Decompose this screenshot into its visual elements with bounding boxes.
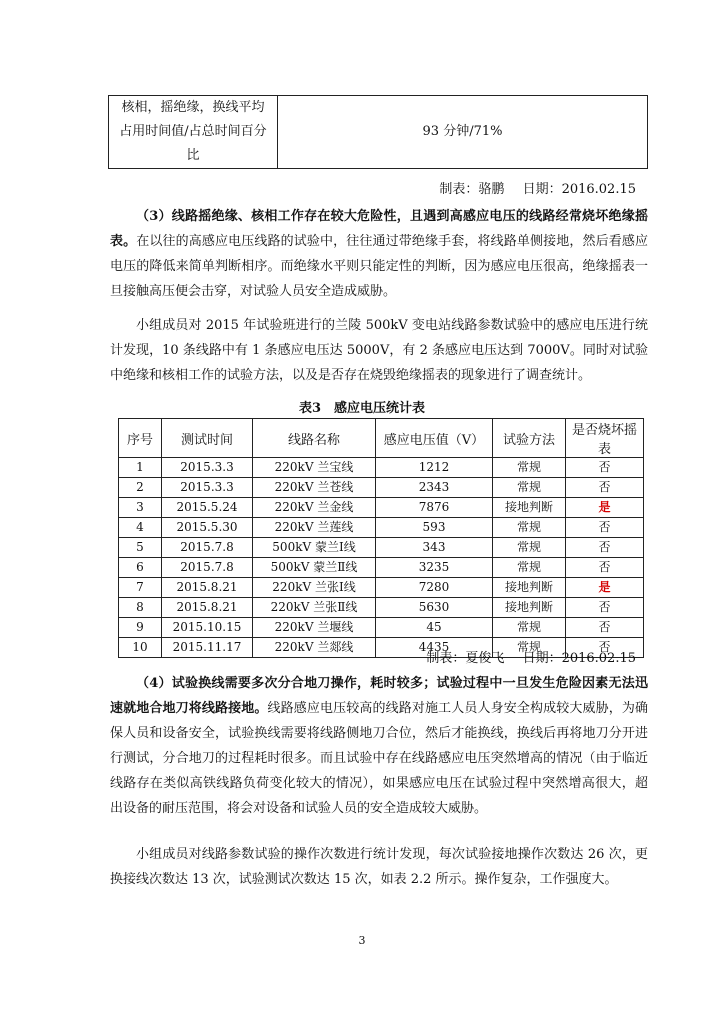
cell-test-time: 2015.11.17 <box>162 638 253 658</box>
header-index: 序号 <box>119 419 162 458</box>
section-3-body: 在以往的高感应电压线路的试验中，往往通过带绝缘手套，将线路单侧接地，然后看感应电压的降低来简单判断相序。而绝缘水平则只能定性的判断，因为感应电压很高，绝缘摇表一旦接触高压便会击穿，对试验人员安全造成威胁。 <box>110 234 648 299</box>
cell-line-name: 500kV 蒙兰Ⅰ线 <box>253 538 376 558</box>
cell-test-time: 2015.3.3 <box>162 478 253 498</box>
cell-line-name: 220kV 兰张Ⅱ线 <box>253 598 376 618</box>
cell-method: 常规 <box>493 538 566 558</box>
cell-method: 常规 <box>493 478 566 498</box>
cell-burned: 否 <box>566 458 644 478</box>
cell-line-name: 220kV 兰堰线 <box>253 618 376 638</box>
credit-date: 日期：2016.02.15 <box>522 182 636 197</box>
header-voltage: 感应电压值（V） <box>376 419 493 458</box>
cell-burned: 否 <box>566 478 644 498</box>
table-body <box>119 458 644 658</box>
section-3-paragraph-2: 小组成员对 2015 年试验班进行的兰陵 500kV 变电站线路参数试验中的感应电压进行统计发现，10 条线路中有 1 条感应电压达 5000V，有 2 条感应电压达到 7000V。同时对试验中绝缘和核相工作的试验方法，以及是否存在烧毁绝缘摇表的现象进行了调查统计。 <box>110 318 648 383</box>
table-row <box>109 96 648 169</box>
cell-voltage: 4435 <box>376 638 493 658</box>
cell-voltage: 2343 <box>376 478 493 498</box>
credit-maker: 制表：夏俊飞 <box>426 651 505 666</box>
cell-index: 9 <box>119 618 162 638</box>
table-row <box>119 598 644 618</box>
header-test-time: 测试时间 <box>162 419 253 458</box>
cell-voltage: 45 <box>376 618 493 638</box>
cell-burned: 否 <box>566 538 644 558</box>
cell-test-time: 2015.7.8 <box>162 538 253 558</box>
cell-line-name: 220kV 兰金线 <box>253 498 376 518</box>
cell-burned: 否 <box>566 618 644 638</box>
cell-index: 8 <box>119 598 162 618</box>
cell-method: 常规 <box>493 558 566 578</box>
cell-test-time: 2015.8.21 <box>162 598 253 618</box>
cell-test-time: 2015.7.8 <box>162 558 253 578</box>
table-row <box>119 618 644 638</box>
cell-voltage: 7280 <box>376 578 493 598</box>
cell-index: 3 <box>119 498 162 518</box>
table-row <box>119 498 644 518</box>
cell-line-name: 220kV 兰张Ⅰ线 <box>253 578 376 598</box>
section-4-body: 线路感应电压较高的线路对施工人员人身安全构成较大威胁，为确保人员和设备安全，试验换线需要将线路侧地刀合位，然后才能换线，换线后再将地刀分开进行测试，分合地刀的过程耗时很多。而且试验中存在线路感应电压突然增高的情况（由于临近线路存在类似高铁线路负荷变化较大的情况），如果感应电压在试验过程中突然增高很大，超出设备的耐压范围，将会对设备和试验人员的安全造成较大威胁。 <box>110 701 648 816</box>
cell-burned: 否 <box>566 598 644 618</box>
cell-method: 常规 <box>493 458 566 478</box>
page-number: 3 <box>358 934 366 947</box>
cell-line-name: 220kV 兰宝线 <box>253 458 376 478</box>
table-row <box>119 458 644 478</box>
cell-voltage: 1212 <box>376 458 493 478</box>
cell-method: 常规 <box>493 638 566 658</box>
summary-value-cell: 93 分钟/71% <box>278 96 648 169</box>
summary-table <box>108 95 648 169</box>
cell-voltage: 7876 <box>376 498 493 518</box>
cell-index: 5 <box>119 538 162 558</box>
cell-test-time: 2015.5.24 <box>162 498 253 518</box>
cell-burned: 否 <box>566 518 644 538</box>
cell-burned: 否 <box>566 638 644 658</box>
induced-voltage-table <box>118 418 644 658</box>
table-row <box>119 558 644 578</box>
cell-method: 接地判断 <box>493 578 566 598</box>
cell-test-time: 2015.10.15 <box>162 618 253 638</box>
header-line-name: 线路名称 <box>253 419 376 458</box>
cell-line-name: 220kV 兰苍线 <box>253 478 376 498</box>
header-burned: 是否烧坏摇表 <box>566 419 644 458</box>
cell-index: 7 <box>119 578 162 598</box>
cell-burned: 是 <box>566 578 644 598</box>
cell-line-name: 220kV 兰郯线 <box>253 638 376 658</box>
cell-method: 接地判断 <box>493 598 566 618</box>
credit-maker: 制表：骆鹏 <box>439 182 505 197</box>
cell-index: 1 <box>119 458 162 478</box>
cell-method: 常规 <box>493 518 566 538</box>
section-4-paragraph <box>110 671 648 821</box>
cell-index: 2 <box>119 478 162 498</box>
cell-voltage: 5630 <box>376 598 493 618</box>
table-row <box>119 518 644 538</box>
cell-voltage: 343 <box>376 538 493 558</box>
cell-test-time: 2015.3.3 <box>162 458 253 478</box>
summary-label-line: 核相，摇绝缘，换线平均 <box>121 100 265 115</box>
table-row <box>119 478 644 498</box>
cell-method: 接地判断 <box>493 498 566 518</box>
cell-index: 10 <box>119 638 162 658</box>
credit-date: 日期：2016.02.15 <box>522 651 636 666</box>
table-caption: 表3 感应电压统计表 <box>298 401 426 416</box>
summary-label-line: 占用时间值/占总时间百分 <box>119 124 267 139</box>
header-method: 试验方法 <box>493 419 566 458</box>
cell-line-name: 220kV 兰莲线 <box>253 518 376 538</box>
cell-test-time: 2015.5.30 <box>162 518 253 538</box>
summary-label-cell <box>109 96 278 169</box>
section-3-paragraph <box>110 204 648 304</box>
cell-voltage: 3235 <box>376 558 493 578</box>
table-row <box>119 578 644 598</box>
cell-index: 6 <box>119 558 162 578</box>
table-credit-2 <box>412 647 636 666</box>
section-3-heading: （3）线路摇绝缘、核相工作存在较大危险性，且遇到高感应电压的线路经常烧坏绝缘摇表。 <box>110 209 648 249</box>
section-4-paragraph-2: 小组成员对线路参数试验的操作次数进行统计发现，每次试验接地操作次数达 26 次，更换接线次数达 13 次，试验测试次数达 15 次，如表 2.2 所示。操作复杂，工作强度大。 <box>110 847 648 887</box>
cell-burned: 否 <box>566 558 644 578</box>
summary-label-line: 比 <box>186 148 200 163</box>
table-header-row <box>119 419 644 458</box>
cell-test-time: 2015.8.21 <box>162 578 253 598</box>
section-4-heading: （4）试验换线需要多次分合地刀操作，耗时较多；试验过程中一旦发生危险因素无法迅速就地合地刀将线路接地。 <box>110 676 648 716</box>
table-credit <box>425 178 636 197</box>
cell-burned: 是 <box>566 498 644 518</box>
cell-index: 4 <box>119 518 162 538</box>
cell-line-name: 500kV 蒙兰Ⅱ线 <box>253 558 376 578</box>
cell-voltage: 593 <box>376 518 493 538</box>
table-row <box>119 538 644 558</box>
cell-method: 常规 <box>493 618 566 638</box>
